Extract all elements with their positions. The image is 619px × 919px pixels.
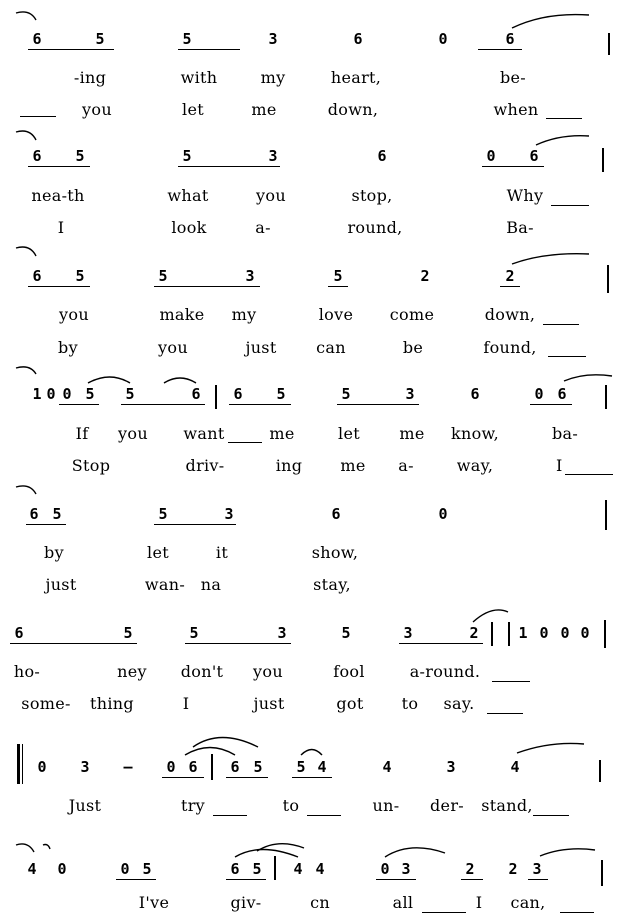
bar-line: [607, 265, 609, 293]
slur-arc: [301, 750, 322, 756]
beam-underline: [482, 166, 544, 167]
lyric: what: [167, 186, 209, 205]
melisma-line: [422, 912, 466, 913]
lyric: a-round.: [409, 662, 481, 681]
melisma-line: [533, 815, 569, 816]
lyric: I: [182, 694, 190, 713]
bar-line: [599, 760, 601, 782]
beam-underline: [530, 404, 572, 405]
note: 6: [32, 30, 42, 48]
note: 0: [120, 860, 130, 878]
note: 5: [75, 267, 85, 285]
note: 3: [401, 860, 411, 878]
lyric: round,: [347, 218, 403, 237]
lyric: look: [171, 218, 207, 237]
lyric: it: [215, 543, 229, 562]
note: 6: [29, 505, 39, 523]
lyric: stop,: [351, 186, 393, 205]
lyric: try: [180, 796, 206, 815]
lyric: Why: [506, 186, 544, 205]
slur-arc: [16, 844, 34, 852]
note: 0: [580, 624, 590, 642]
note: 5: [333, 267, 343, 285]
note: 0: [539, 624, 549, 642]
note: 6: [557, 385, 567, 403]
note: 3: [446, 758, 456, 776]
slur-arc: [473, 610, 508, 622]
lyric: I: [475, 893, 483, 912]
note: 0: [380, 860, 390, 878]
beam-underline: [28, 286, 90, 287]
lyric: you: [59, 305, 89, 324]
slur-arc: [257, 844, 304, 851]
beam-underline: [376, 879, 416, 880]
slur-arc: [512, 15, 589, 28]
beam-underline: [528, 879, 548, 880]
beam-underline: [478, 49, 522, 50]
lyric: stay,: [313, 575, 351, 594]
note: 6: [505, 30, 515, 48]
bar-line: [491, 622, 493, 646]
note: 4: [382, 758, 392, 776]
note: 6: [32, 267, 42, 285]
beam-underline: [28, 166, 90, 167]
beam-underline: [500, 286, 520, 287]
note: 3: [268, 147, 278, 165]
beam-underline: [116, 879, 156, 880]
melisma-line: [20, 116, 56, 117]
lyric: driv-: [185, 456, 225, 475]
note: 0: [534, 385, 544, 403]
note: 3: [268, 30, 278, 48]
lyric: thing: [90, 694, 134, 713]
lyric: by: [58, 338, 78, 357]
melisma-line: [565, 474, 613, 475]
slur-arc: [16, 131, 36, 140]
slur-arc: [16, 367, 36, 374]
lyric: know,: [450, 424, 500, 443]
melisma-line: [551, 205, 589, 206]
lyric: can: [316, 338, 346, 357]
melisma-line: [546, 118, 582, 119]
lyric: be: [402, 338, 424, 357]
lyric: Just: [68, 796, 102, 815]
note: 3: [277, 624, 287, 642]
lyric: love: [318, 305, 354, 324]
lyric: me: [251, 100, 277, 119]
lyric: If: [75, 424, 89, 443]
note: 5: [158, 267, 168, 285]
slur-arc: [16, 12, 36, 20]
note: 5: [252, 860, 262, 878]
note: 6: [188, 758, 198, 776]
lyric: found,: [483, 338, 537, 357]
bar-line: [602, 148, 604, 172]
beam-underline: [121, 404, 205, 405]
note: 5: [125, 385, 135, 403]
lyric: can,: [510, 893, 546, 912]
slur-arc: [517, 743, 584, 753]
melisma-line: [548, 356, 586, 357]
beam-underline: [26, 524, 66, 525]
lyric: don't: [180, 662, 224, 681]
lyric: nea-th: [31, 186, 85, 205]
bar-line: [215, 385, 217, 409]
note: 2: [508, 860, 518, 878]
slur-arc: [193, 738, 258, 748]
beam-underline: [337, 404, 419, 405]
beam-underline: [154, 524, 236, 525]
note: 5: [189, 624, 199, 642]
note: 0: [62, 385, 72, 403]
lyric: wan-: [144, 575, 186, 594]
note: 5: [158, 505, 168, 523]
beam-underline: [178, 166, 280, 167]
bar-line: [508, 622, 510, 646]
note: 6: [230, 860, 240, 878]
lyric: Ba-: [506, 218, 534, 237]
lyric: say.: [443, 694, 475, 713]
note: 6: [353, 30, 363, 48]
note: 0: [57, 860, 67, 878]
beam-underline: [226, 777, 268, 778]
lyric: I: [57, 218, 65, 237]
lyric: Stop: [71, 456, 111, 475]
lyric: cn: [310, 893, 330, 912]
lyric: let: [182, 100, 204, 119]
bar-line: [605, 500, 607, 530]
beam-underline: [399, 643, 483, 644]
melisma-line: [560, 912, 594, 913]
beam-underline: [10, 643, 137, 644]
lyric: ney: [117, 662, 147, 681]
slur-arc: [385, 848, 445, 857]
slur-arc: [88, 377, 130, 383]
slur-arc: [43, 845, 50, 850]
note: 6: [331, 505, 341, 523]
note: 5: [123, 624, 133, 642]
note: 5: [52, 505, 62, 523]
lyric: to: [401, 694, 419, 713]
slur-arc: [536, 136, 589, 145]
note: 6: [32, 147, 42, 165]
lyric: der-: [430, 796, 464, 815]
slur-arc: [185, 748, 235, 756]
lyric: show,: [311, 543, 359, 562]
note: 0: [46, 385, 56, 403]
lyric: be-: [499, 68, 527, 87]
repeat-bar-thick: [17, 744, 20, 784]
lyric: when: [493, 100, 539, 119]
lyric: by: [44, 543, 64, 562]
beam-underline: [154, 286, 260, 287]
lyric: just: [245, 338, 277, 357]
bar-line: [274, 856, 276, 880]
note: 3: [403, 624, 413, 642]
note: 0: [560, 624, 570, 642]
lyric: I: [556, 456, 563, 475]
note: 5: [341, 624, 351, 642]
note: 5: [95, 30, 105, 48]
lyric: heart,: [330, 68, 382, 87]
note: 3: [245, 267, 255, 285]
melisma-line: [228, 442, 262, 443]
note: 6: [470, 385, 480, 403]
lyric: you: [118, 424, 148, 443]
beam-underline: [226, 879, 266, 880]
lyric: you: [158, 338, 188, 357]
beam-underline: [185, 643, 291, 644]
note: 1: [518, 624, 528, 642]
slur-arc: [235, 850, 298, 858]
note: 6: [230, 758, 240, 776]
lyric: you: [256, 186, 286, 205]
lyric: come: [389, 305, 435, 324]
note: 0: [486, 147, 496, 165]
melisma-line: [492, 681, 530, 682]
note: 6: [233, 385, 243, 403]
lyric: you: [82, 100, 112, 119]
note: 6: [377, 147, 387, 165]
note: 0: [37, 758, 47, 776]
note: 6: [191, 385, 201, 403]
note: 1: [32, 385, 42, 403]
beam-underline: [162, 777, 204, 778]
note: –: [123, 758, 133, 776]
melisma-line: [307, 815, 341, 816]
slur-arc: [540, 849, 595, 856]
lyric: down,: [484, 305, 536, 324]
slur-arc: [16, 247, 36, 256]
lyric: with: [180, 68, 218, 87]
lyric: let: [338, 424, 360, 443]
note: 4: [317, 758, 327, 776]
lyric: me: [269, 424, 295, 443]
lyric: got: [336, 694, 364, 713]
lyric: fool: [333, 662, 365, 681]
melisma-line: [543, 324, 579, 325]
lyric: just: [45, 575, 77, 594]
lyric: -ing: [73, 68, 107, 87]
lyric: stand,: [481, 796, 533, 815]
note: 5: [253, 758, 263, 776]
note: 5: [276, 385, 286, 403]
note: 0: [438, 30, 448, 48]
note: 5: [341, 385, 351, 403]
lyric: ing: [275, 456, 303, 475]
beam-underline: [59, 404, 99, 405]
bar-line: [601, 860, 603, 886]
note: 6: [529, 147, 539, 165]
note: 2: [469, 624, 479, 642]
lyric: way,: [456, 456, 494, 475]
bar-line: [211, 754, 213, 780]
lyric: let: [147, 543, 169, 562]
note: 5: [85, 385, 95, 403]
lyric: want: [183, 424, 225, 443]
bar-line: [604, 620, 606, 648]
note: 5: [182, 30, 192, 48]
lyric: I've: [138, 893, 170, 912]
beam-underline: [178, 49, 240, 50]
lyric: all: [392, 893, 414, 912]
slur-arc: [16, 486, 36, 494]
slur-arc: [564, 375, 612, 381]
note: 2: [465, 860, 475, 878]
beam-underline: [328, 286, 348, 287]
note: 0: [438, 505, 448, 523]
repeat-bar-thin: [22, 744, 23, 784]
lyric: down,: [327, 100, 379, 119]
note: 4: [315, 860, 325, 878]
note: 2: [505, 267, 515, 285]
note: 4: [293, 860, 303, 878]
lyric: make: [159, 305, 205, 324]
lyric: some-: [21, 694, 71, 713]
lyric: a-: [255, 218, 271, 237]
lyric: me: [399, 424, 425, 443]
slur-arc: [164, 378, 196, 383]
beam-underline: [229, 404, 291, 405]
note: 5: [142, 860, 152, 878]
melisma-line: [487, 713, 523, 714]
lyric: un-: [372, 796, 400, 815]
lyric: ho-: [13, 662, 41, 681]
lyric: you: [253, 662, 283, 681]
note: 5: [182, 147, 192, 165]
note: 0: [166, 758, 176, 776]
lyric: me: [340, 456, 366, 475]
slur-arc: [512, 254, 589, 264]
bar-line: [605, 385, 607, 409]
lyric: to: [282, 796, 300, 815]
lyric: na: [200, 575, 222, 594]
beam-underline: [292, 777, 332, 778]
lyric: my: [231, 305, 257, 324]
note: 6: [14, 624, 24, 642]
beam-underline: [461, 879, 483, 880]
note: 2: [420, 267, 430, 285]
beam-underline: [28, 49, 114, 50]
note: 3: [80, 758, 90, 776]
note: 5: [75, 147, 85, 165]
bar-line: [608, 33, 610, 55]
note: 3: [532, 860, 542, 878]
lyric: my: [260, 68, 286, 87]
note: 4: [27, 860, 37, 878]
note: 3: [224, 505, 234, 523]
melisma-line: [213, 815, 247, 816]
note: 4: [510, 758, 520, 776]
lyric: ba-: [551, 424, 579, 443]
lyric: a-: [398, 456, 414, 475]
note: 3: [405, 385, 415, 403]
note: 5: [296, 758, 306, 776]
lyric: giv-: [230, 893, 262, 912]
lyric: just: [253, 694, 285, 713]
